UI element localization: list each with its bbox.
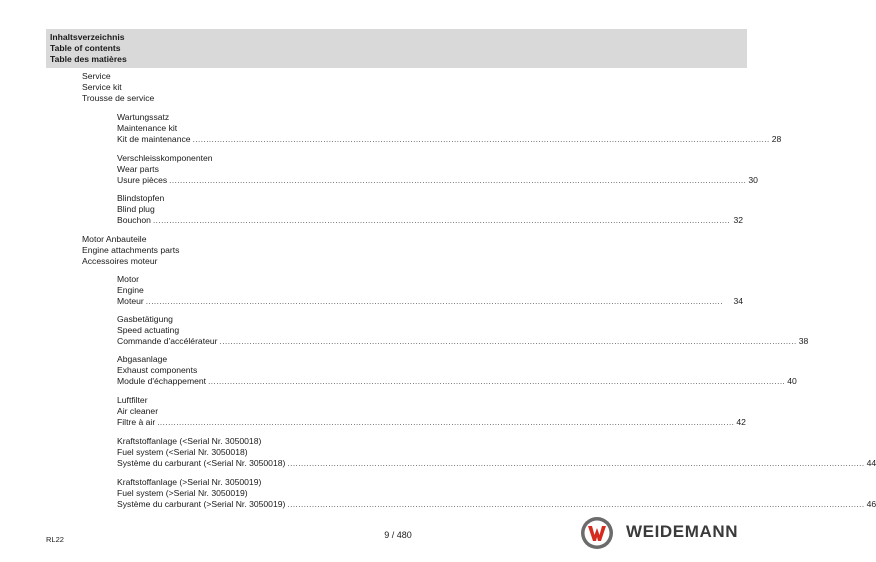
entry-title-en: Fuel system (>Serial Nr. 3050019)	[117, 488, 248, 498]
entry-title-de: Wartungssatz	[117, 112, 170, 122]
entry-page-number: 46	[866, 499, 876, 509]
entry-page-number: 28	[771, 134, 782, 144]
entry-title-de: Verschleisskomponenten	[117, 153, 213, 163]
entry-title-de: Luftfilter	[117, 395, 148, 405]
entry-page-number: 44	[866, 458, 876, 468]
toc-section-service	[82, 71, 154, 104]
entry-title-en: Maintenance kit	[117, 123, 178, 133]
entry-title-de: Gasbetätigung	[117, 314, 173, 324]
toc-entry-blind-plug[interactable]	[117, 193, 743, 226]
document-code: RL22	[46, 535, 64, 544]
entry-title-en: Exhaust components	[117, 365, 198, 375]
entry-page-number: 30	[748, 175, 758, 185]
entry-title-fr: Système du carburant (>Serial Nr. 3050019)	[117, 499, 286, 509]
entry-title-fr: Commande d'accélérateur	[117, 336, 218, 346]
toc-entry-wear-parts[interactable]	[117, 153, 758, 186]
toc-section-engine-attachments	[82, 234, 179, 267]
toc-entry-air-cleaner[interactable]	[117, 395, 746, 428]
entry-title-de: Kraftstoffanlage (<Serial Nr. 3050018)	[117, 436, 262, 446]
dot-leader: ....................................................................................................................................................................................................................	[192, 135, 770, 144]
entry-title-en: Air cleaner	[117, 406, 159, 416]
entry-title-en: Wear parts	[117, 164, 159, 174]
entry-title-en: Engine	[117, 285, 144, 295]
entry-page-number: 42	[736, 417, 746, 427]
toc-title-en: Table of contents	[50, 43, 121, 53]
entry-title-de: Motor	[117, 274, 139, 284]
dot-leader: ....................................................................................................................................................................................................................	[287, 459, 865, 468]
toc-entry-speed-actuating[interactable]	[117, 314, 809, 347]
toc-entry-maintenance-kit[interactable]	[117, 112, 782, 145]
entry-title-en: Blind plug	[117, 204, 155, 214]
entry-page-number: 40	[787, 376, 797, 386]
entry-title-fr: Module d'échappement	[117, 376, 207, 386]
entry-title-en: Fuel system (<Serial Nr. 3050018)	[117, 447, 248, 457]
entry-title-fr: Bouchon	[117, 215, 151, 225]
dot-leader: ....................................................................................................................................................................................................................	[219, 337, 797, 346]
dot-leader: ....................................................................................................................................................................................................................	[169, 176, 747, 185]
entry-title-fr: Filtre à air	[117, 417, 156, 427]
entry-title-de: Blindstopfen	[117, 193, 165, 203]
entry-title-de: Abgasanlage	[117, 354, 168, 364]
toc-entry-fuel-system-before[interactable]	[117, 436, 876, 469]
section-title-en: Service kit	[82, 82, 122, 92]
weidemann-logo-icon	[580, 516, 614, 550]
entry-title-de: Kraftstoffanlage (>Serial Nr. 3050019)	[117, 477, 262, 487]
page-indicator: 9 / 480	[384, 530, 412, 540]
dot-leader: ....................................................................................................................................................................................................................	[287, 500, 865, 509]
entry-page-number: 38	[798, 336, 809, 346]
section-title-en: Engine attachments parts	[82, 245, 180, 255]
toc-header	[46, 29, 747, 68]
dot-leader: ....................................................................................................................................................................................................................	[157, 418, 735, 427]
toc-entry-exhaust-components[interactable]	[117, 354, 797, 387]
brand-wordmark: WEIDEMANN	[626, 522, 739, 541]
entry-title-fr: Usure pièces	[117, 175, 168, 185]
dot-leader: ....................................................................................................................................................................................................................	[152, 216, 731, 225]
section-title-de: Service	[82, 71, 111, 81]
dot-leader: ....................................................................................................................................................................................................................	[208, 377, 786, 386]
entry-title-fr: Kit de maintenance	[117, 134, 191, 144]
entry-title-fr: Système du carburant (<Serial Nr. 3050018)	[117, 458, 286, 468]
toc-entry-fuel-system-after[interactable]	[117, 477, 876, 510]
entry-page-number: 32	[733, 215, 743, 225]
section-title-fr: Accessoires moteur	[82, 256, 158, 266]
entry-title-en: Speed actuating	[117, 325, 180, 335]
section-title-de: Motor Anbauteile	[82, 234, 147, 244]
entry-page-number: 34	[733, 296, 743, 306]
entry-title-fr: Moteur	[117, 296, 144, 306]
section-title-fr: Trousse de service	[82, 93, 155, 103]
toc-title-fr: Table des matières	[50, 54, 127, 64]
toc-title-de: Inhaltsverzeichnis	[50, 32, 125, 42]
dot-leader: ....................................................................................................................................................................................................................	[145, 297, 723, 306]
toc-entry-engine[interactable]	[117, 274, 743, 307]
